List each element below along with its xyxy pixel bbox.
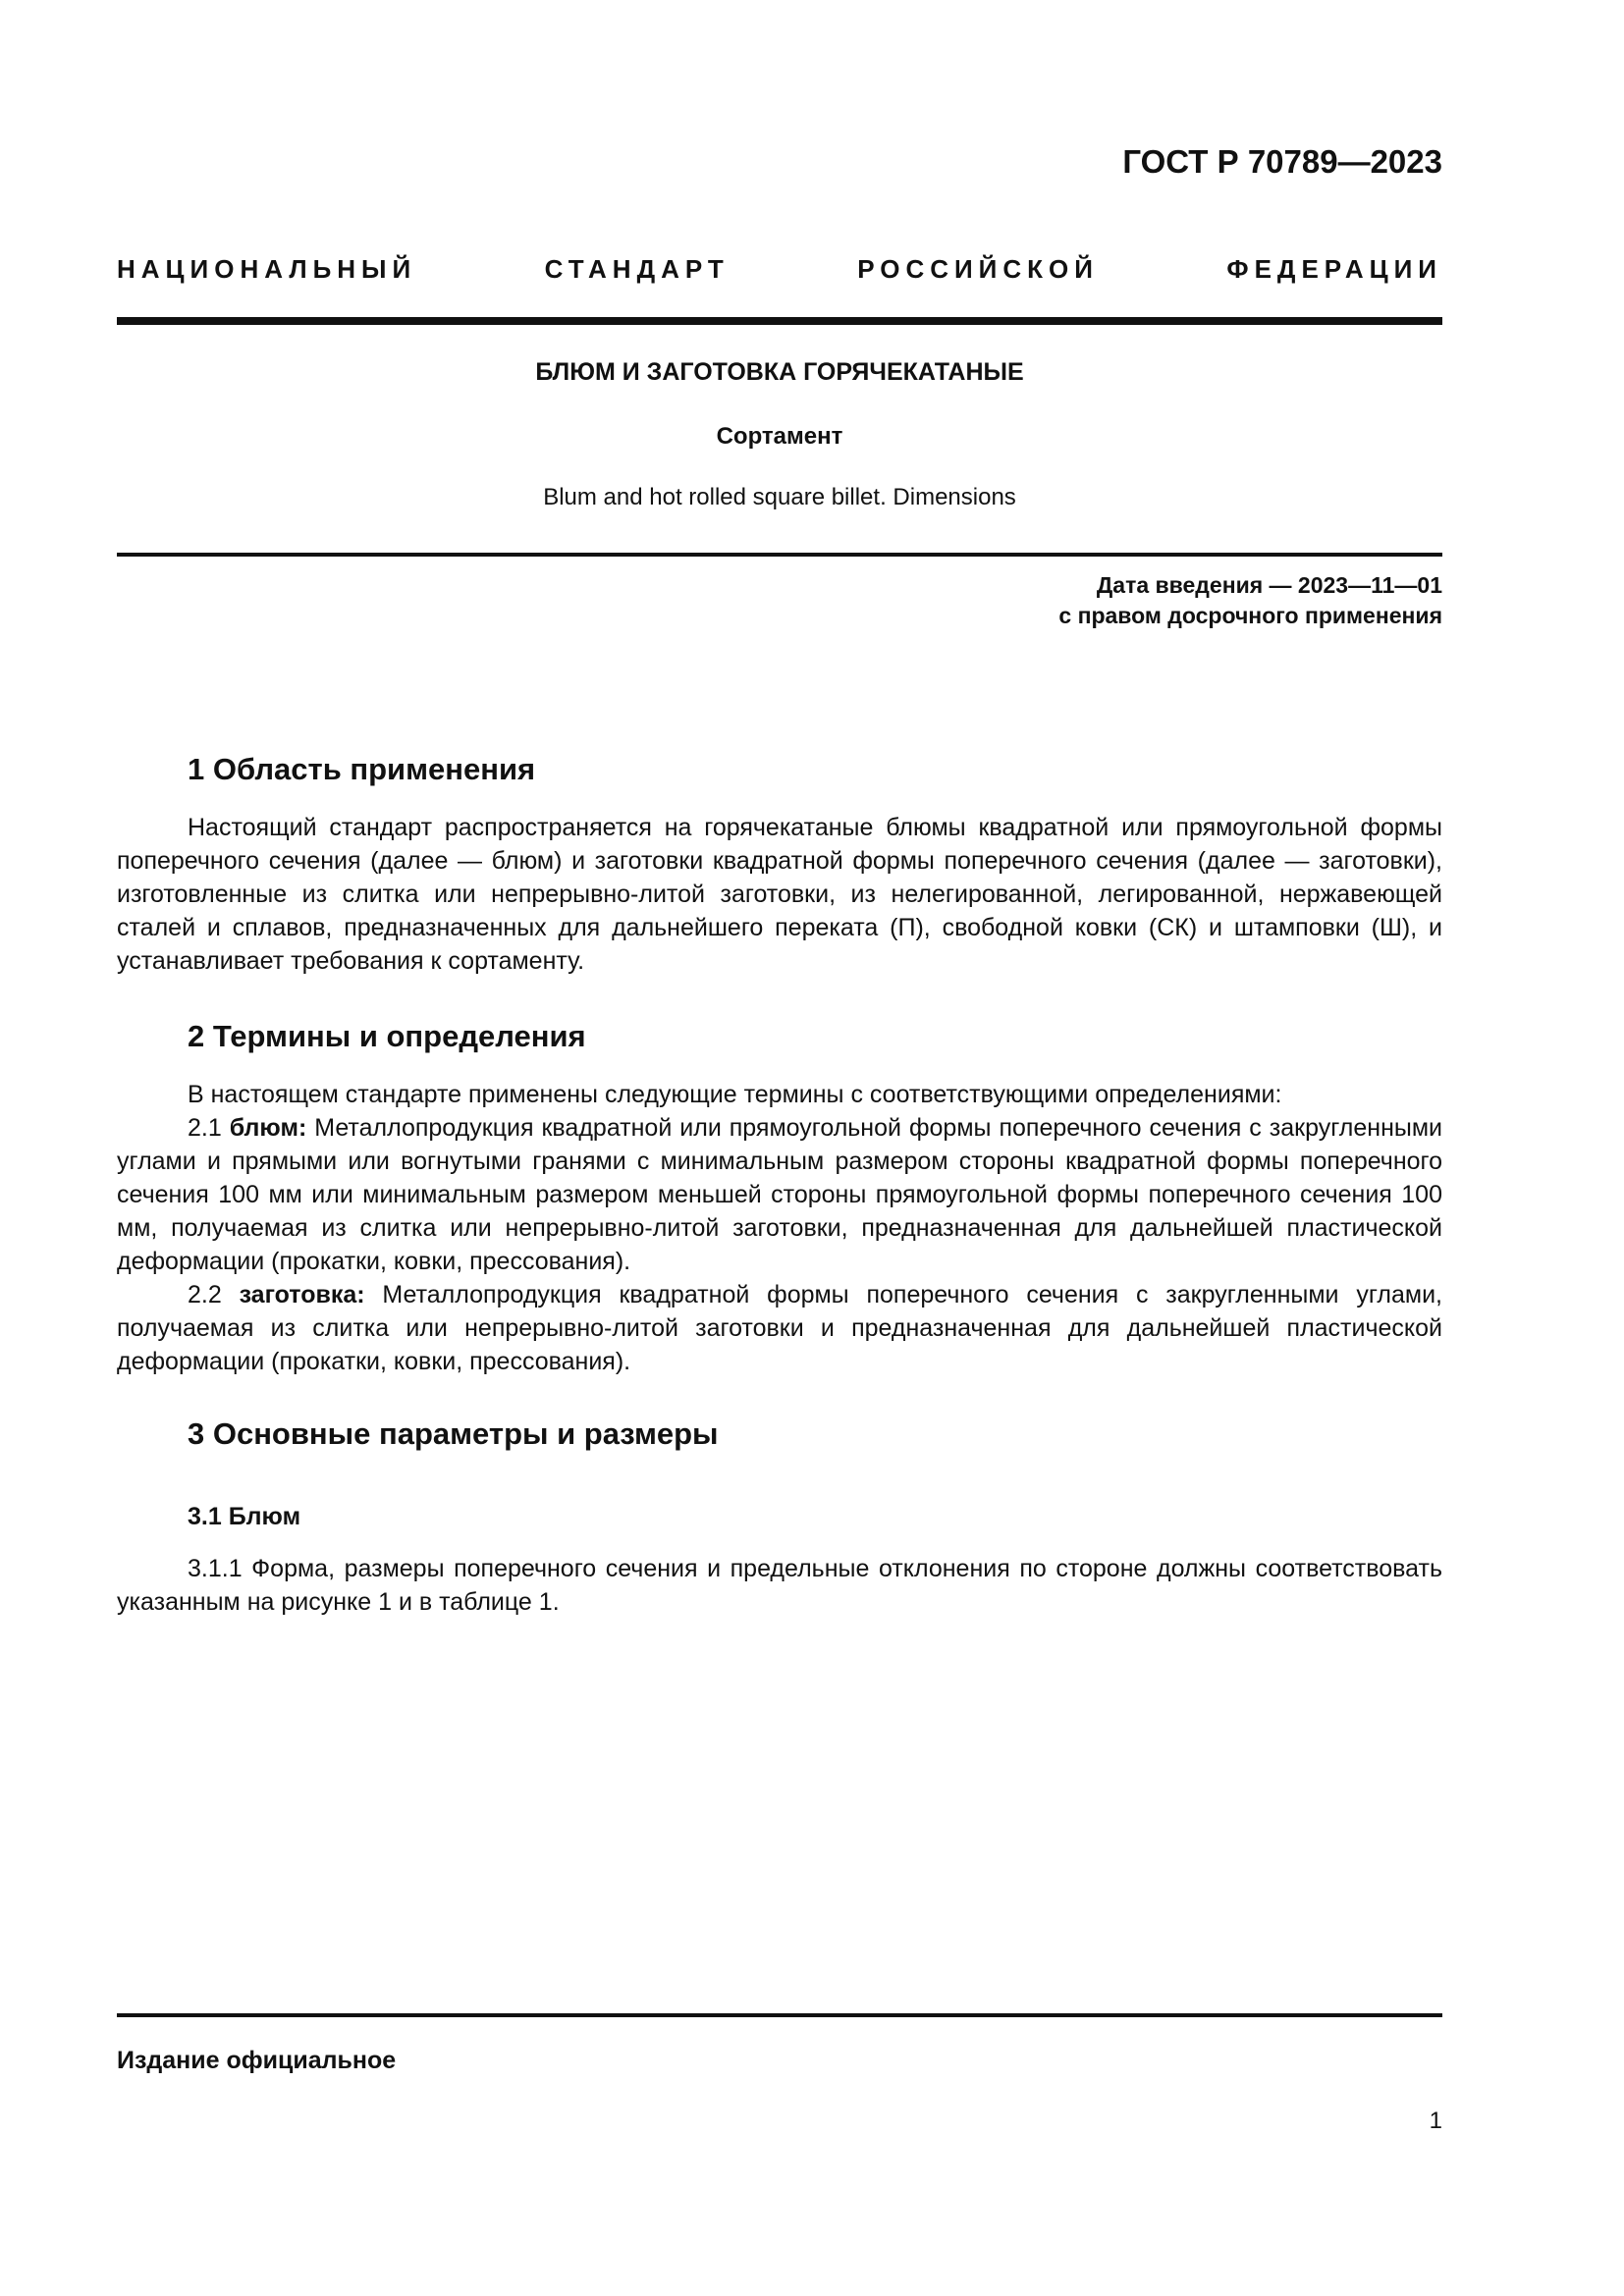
page-number: 1 (1429, 2108, 1442, 2134)
section-1-heading: 1 Область применения (188, 752, 536, 786)
official-edition-label: Издание официальное (117, 2047, 397, 2074)
early-application-note: с правом досрочного применения (1058, 603, 1442, 628)
term-blum-definition (117, 1111, 1442, 1278)
section-1-text: Настоящий стандарт распространяется на горячекатаные блюмы квадратной или прямоугольной формы поперечного сечения (далее — блюм) и заготовки квадратной формы поперечного сечения (далее — заготовки), изготовленные из слитка или непрерывно-литой заготовки, из нелегированной, легированной, нержавеющей сталей и сплавов, предназначенных для дальнейшего переката (П), свободной ковки (СК) и штамповки (Ш), и устанавливает требования к сортаменту. (117, 814, 1442, 975)
document-subtitle: Сортамент (716, 423, 843, 450)
section-2-intro: В настоящем стандарте применены следующие термины с соответствующими определениями: (188, 1081, 1282, 1108)
document-title: БЛЮМ И ЗАГОТОВКА ГОРЯЧЕКАТАНЫЕ (535, 358, 1024, 386)
introduction-date: Дата введения — 2023—11—01 (1096, 572, 1442, 598)
english-title: Blum and hot rolled square billet. Dimensions (543, 484, 1016, 510)
section-3-1-heading: 3.1 Блюм (188, 1503, 301, 1530)
title-divider (117, 553, 1442, 557)
national-standard-heading: НАЦИОНАЛЬНЫЙ СТАНДАРТ РОССИЙСКОЙ ФЕДЕРАЦИИ (117, 254, 1442, 284)
footer-divider (117, 2013, 1442, 2017)
term-blum: блюм: (229, 1114, 307, 1142)
document-code: ГОСТ Р 70789—2023 (1122, 143, 1442, 180)
section-2-heading: 2 Термины и определения (188, 1019, 586, 1053)
term-billet-number: 2.2 (188, 1281, 240, 1308)
term-blum-text: Металлопродукция квадратной или прямоугольной формы поперечного сечения с закругленными углами и прямыми или вогнутыми гранями с минимальным размером стороны квадратной формы поперечного сечения 100 мм или минимальным размером меньшей стороны прямоугольной формы поперечного сечения 100 мм, получаемая из слитка или непрерывно-литой заготовки, предназначенная для дальнейшей пластической деформации (прокатки, ковки, прессования). (117, 1114, 1442, 1275)
section-3-1-1-text: 3.1.1 Форма, размеры поперечного сечения и предельные отклонения по стороне должны соответствовать указанным на рисунке 1 и в таблице 1. (117, 1555, 1442, 1616)
header-divider (117, 317, 1442, 325)
term-blum-number: 2.1 (188, 1114, 230, 1142)
term-billet-definition (117, 1278, 1442, 1378)
term-billet: заготовка: (239, 1281, 365, 1308)
section-3-heading: 3 Основные параметры и размеры (188, 1416, 719, 1451)
term-billet-text: Металлопродукция квадратной формы поперечного сечения с закругленными углами, получаемая из слитка или непрерывно-литой заготовки и предназначенная для дальнейшей пластической деформации (прокатки, ковки, прессования). (117, 1281, 1442, 1375)
